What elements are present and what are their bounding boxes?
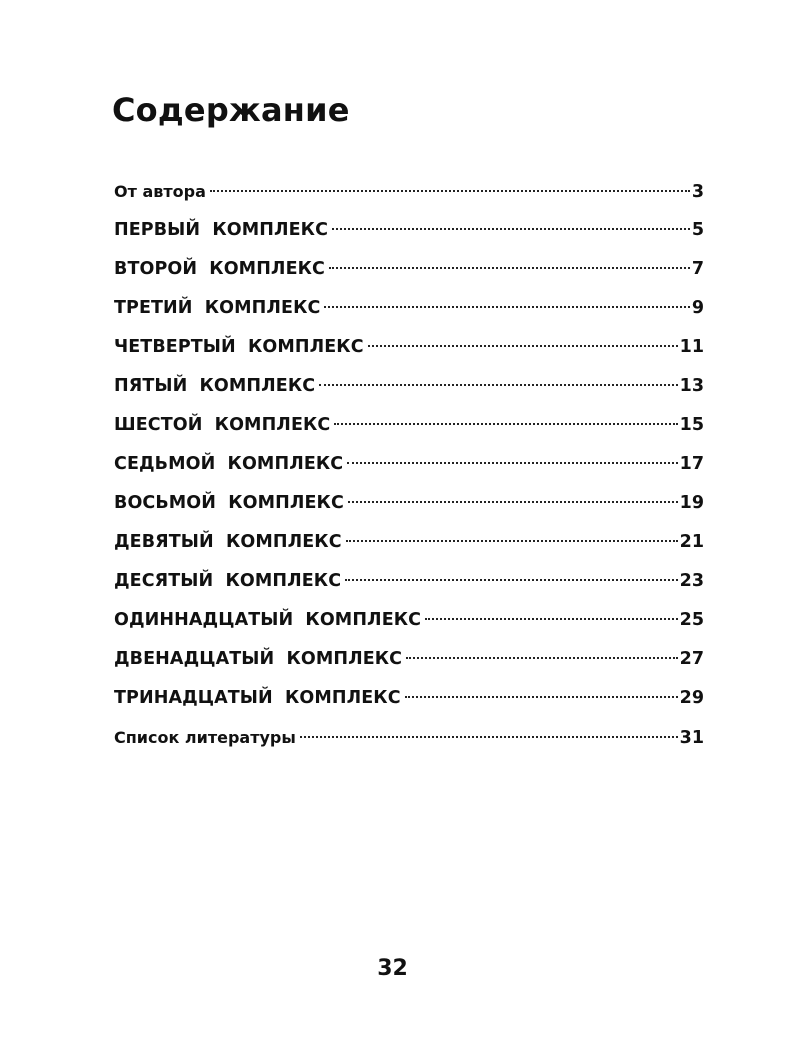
dot-leader bbox=[345, 579, 677, 581]
toc-entry-page: 17 bbox=[679, 454, 704, 474]
toc-entry-page: 25 bbox=[679, 610, 704, 630]
toc-entry-label: ВОСЬМОЙ КОМПЛЕКС bbox=[114, 493, 344, 513]
toc-entry-label: ПЯТЫЙ КОМПЛЕКС bbox=[114, 376, 316, 396]
toc-entry-complex-7[interactable] bbox=[114, 445, 704, 484]
toc-entry-page: 3 bbox=[691, 182, 704, 202]
toc-entry-complex-10[interactable] bbox=[114, 562, 704, 601]
toc-entry-label: ДЕВЯТЫЙ КОМПЛЕКС bbox=[114, 532, 342, 552]
toc-entry-page: 13 bbox=[679, 376, 704, 396]
toc-entry-page: 31 bbox=[679, 728, 704, 748]
dot-leader bbox=[300, 736, 678, 738]
dot-leader bbox=[406, 657, 678, 659]
toc-entry-complex-5[interactable] bbox=[114, 367, 704, 406]
dot-leader bbox=[405, 696, 678, 698]
page-title: Содержание bbox=[112, 91, 350, 129]
toc-entry-label: ОДИННАДЦАТЫЙ КОМПЛЕКС bbox=[114, 610, 422, 630]
toc-entry-page: 15 bbox=[679, 415, 704, 435]
dot-leader bbox=[348, 501, 678, 503]
dot-leader bbox=[368, 345, 678, 347]
toc-entry-page: 21 bbox=[679, 532, 704, 552]
toc-entry-complex-12[interactable] bbox=[114, 640, 704, 679]
toc-entry-label: Список литературы bbox=[114, 728, 296, 747]
toc-entry-page: 7 bbox=[691, 259, 704, 279]
toc-entry-label: ПЕРВЫЙ КОМПЛЕКС bbox=[114, 220, 329, 240]
toc-entry-label: ВТОРОЙ КОМПЛЕКС bbox=[114, 259, 325, 279]
toc-entry-references[interactable] bbox=[114, 718, 704, 757]
toc-entry-label: ТРЕТИЙ КОМПЛЕКС bbox=[114, 298, 321, 318]
toc-entry-page: 5 bbox=[691, 220, 704, 240]
toc-entry-label: ТРИНАДЦАТЫЙ КОМПЛЕКС bbox=[114, 688, 401, 708]
toc-entry-label: ДВЕНАДЦАТЫЙ КОМПЛЕКС bbox=[114, 649, 403, 669]
dot-leader bbox=[347, 462, 677, 464]
toc-entry-complex-4[interactable] bbox=[114, 328, 704, 367]
dot-leader bbox=[324, 306, 689, 308]
toc-entry-label: ДЕСЯТЫЙ КОМПЛЕКС bbox=[114, 571, 342, 591]
toc-entry-complex-3[interactable] bbox=[114, 289, 704, 328]
toc-entry-page: 9 bbox=[691, 298, 704, 318]
toc-entry-complex-13[interactable] bbox=[114, 679, 704, 718]
dot-leader bbox=[334, 423, 677, 425]
dot-leader bbox=[319, 384, 677, 386]
page-number: 32 bbox=[377, 956, 408, 981]
table-of-contents bbox=[114, 172, 704, 757]
toc-entry-page: 27 bbox=[679, 649, 704, 669]
toc-entry-label: ЧЕТВЕРТЫЙ КОМПЛЕКС bbox=[114, 337, 364, 357]
toc-entry-complex-2[interactable] bbox=[114, 250, 704, 289]
dot-leader bbox=[329, 267, 690, 269]
toc-entry-complex-9[interactable] bbox=[114, 523, 704, 562]
toc-entry-complex-8[interactable] bbox=[114, 484, 704, 523]
dot-leader bbox=[425, 618, 678, 620]
dot-leader bbox=[346, 540, 678, 542]
toc-entry-complex-11[interactable] bbox=[114, 601, 704, 640]
toc-entry-from-author[interactable] bbox=[114, 172, 704, 211]
toc-entry-page: 29 bbox=[679, 688, 704, 708]
toc-entry-page: 19 bbox=[679, 493, 704, 513]
toc-entry-complex-6[interactable] bbox=[114, 406, 704, 445]
toc-entry-complex-1[interactable] bbox=[114, 211, 704, 250]
toc-entry-page: 23 bbox=[679, 571, 704, 591]
dot-leader bbox=[332, 228, 690, 230]
dot-leader bbox=[210, 190, 690, 192]
toc-entry-label: От автора bbox=[114, 182, 206, 201]
toc-entry-page: 11 bbox=[679, 337, 704, 357]
toc-entry-label: СЕДЬМОЙ КОМПЛЕКС bbox=[114, 454, 344, 474]
toc-entry-label: ШЕСТОЙ КОМПЛЕКС bbox=[114, 415, 331, 435]
